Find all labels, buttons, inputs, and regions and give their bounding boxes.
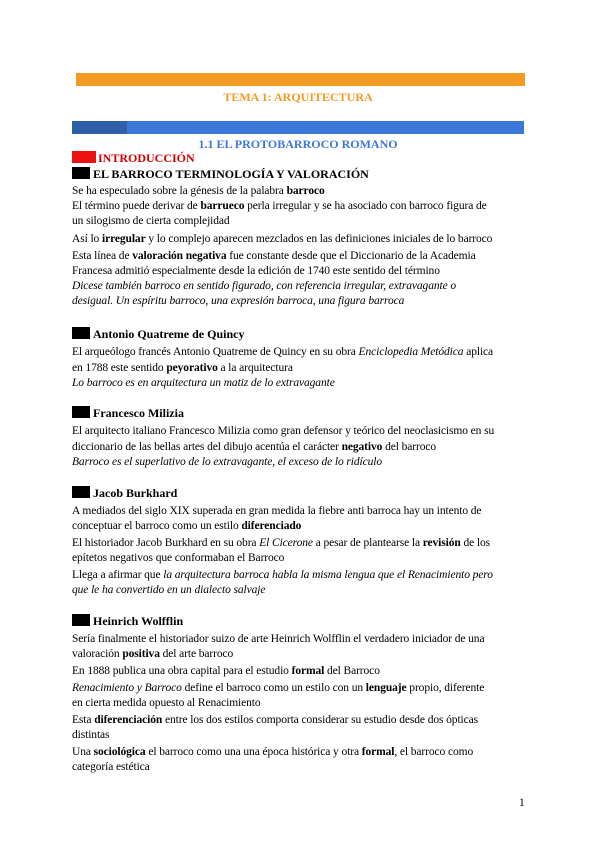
wolfflin-line-3: En 1888 publica una obra capital para el estudio formal del Barroco [72, 665, 380, 677]
intro-heading: INTRODUCCIÓN [72, 151, 195, 166]
wolfflin-line-7: distintas [72, 729, 110, 741]
quatreme-line-2: en 1788 este sentido peyorativo a la arquitectura [72, 362, 293, 374]
section-title: 1.1 EL PROTOBARROCO ROMANO [198, 137, 398, 151]
intro-line-2: El término puede derivar de barrueco perla irregular y se ha asociado con barroco figura de [72, 200, 487, 212]
intro-line-5: Esta línea de valoración negativa fue constante desde que el Diccionario de la Academia [72, 250, 476, 262]
red-block-icon [72, 151, 96, 163]
intro-line-6: Francesa admitió especialmente desde la edición de 1740 este sentido del término [72, 265, 440, 277]
black-block-icon [72, 327, 90, 339]
milizia-line-2: diccionario de las bellas artes del dibujo acentúa el carácter negativo del barroco [72, 441, 437, 453]
intro-line-4: Así lo irregular y lo complejo aparecen mezclados en las definiciones iniciales de lo barroco [72, 233, 493, 245]
wolfflin-line-9: categoría estética [72, 761, 150, 773]
quatreme-line-3: Lo barroco es en arquitectura un matiz de lo extravagante [72, 377, 335, 389]
quatreme-heading: Antonio Quatreme de Quincy [72, 327, 244, 342]
black-block-icon [72, 406, 90, 418]
milizia-heading: Francesco Milizia [72, 406, 184, 421]
burkhard-line-2: conceptuar el barroco como un estilo diferenciado [72, 520, 302, 532]
burkhard-line-3: El historiador Jacob Burkhard en su obra El Cicerone a pesar de plantearse la revisión de los [72, 537, 491, 549]
black-block-icon [72, 486, 90, 498]
intro-line-8: desigual. Un espíritu barroco, una expresión barroca, una figura barroca [72, 295, 405, 307]
wolfflin-line-4: Renacimiento y Barroco define el barroco como un estilo con un lenguaje propio, diferente [72, 682, 485, 694]
wolfflin-line-8: Una sociológica el barroco como una una época histórica y otra formal, el barroco como [72, 746, 474, 758]
intro-line-7: Dicese también barroco en sentido figurado, con referencia irregular, extravagante o [72, 280, 457, 292]
burkhard-line-4: epítetos negativos que conformaban el Barroco [72, 552, 285, 564]
intro-line-1: Se ha especulado sobre la génesis de la palabra barroco [72, 185, 325, 197]
blue-rule [72, 121, 524, 134]
milizia-line-1: El arquitecto italiano Francesco Milizia como gran defensor y teórico del neoclasicismo en su [72, 425, 495, 437]
tema-title: TEMA 1: ARQUITECTURA [223, 90, 373, 104]
black-block-icon [72, 167, 90, 179]
milizia-line-3: Barroco es el superlativo de lo extravagante, el exceso de lo ridículo [72, 456, 383, 468]
wolfflin-line-1: Sería finalmente el historiador suizo de arte Heinrich Wolfflin el verdadero iniciador de una [72, 633, 485, 645]
wolfflin-line-2: valoración positiva del arte barroco [72, 648, 234, 660]
quatreme-line-1: El arqueólogo francés Antonio Quatreme de Quincy en su obra Enciclopedia Metódica aplica [72, 346, 494, 358]
black-block-icon [72, 614, 90, 626]
burkhard-line-5: Llega a afirmar que la arquitectura barroca habla la misma lengua que el Renacimiento pero [72, 569, 493, 581]
page-number: 1 [519, 797, 525, 809]
wolfflin-heading: Heinrich Wolfflin [72, 614, 183, 629]
burkhard-heading: Jacob Burkhard [72, 486, 177, 501]
intro-line-3: un silogismo de cierta complejidad [72, 215, 230, 227]
wolfflin-line-6: Esta diferenciación entre los dos estilos comporta considerar su estudio desde dos ópticas [72, 714, 479, 726]
burkhard-line-1: A mediados del siglo XIX superada en gran medida la fiebre anti barroca hay un intento de [72, 505, 482, 517]
orange-rule [76, 73, 525, 86]
burkhard-line-6: que le ha convertido en un dialecto salvaje [72, 584, 266, 596]
wolfflin-line-5: en cierta medida opuesto al Renacimiento [72, 697, 261, 709]
terminology-heading: EL BARROCO TERMINOLOGÍA Y VALORACIÓN [72, 167, 369, 182]
